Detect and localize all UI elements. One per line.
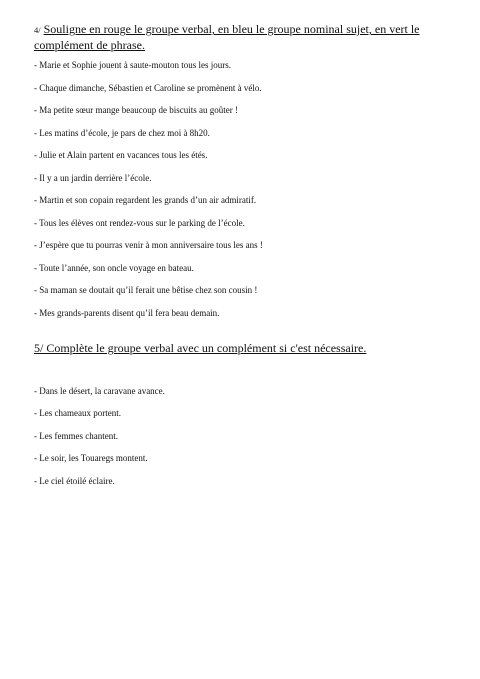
ex5-sentence-3: - Les femmes chantent. xyxy=(34,431,118,441)
exercise-4-instruction: Souligne en rouge le groupe verbal, en bleu le groupe nominal sujet, en vert le complément de phrase. xyxy=(34,22,420,52)
ex4-sentence-6: - Il y a un jardin derrière l’école. xyxy=(34,173,152,183)
exercise-5-heading xyxy=(34,341,454,356)
ex5-sentence-5: - Le ciel étoilé éclaire. xyxy=(34,476,115,486)
ex4-sentence-9: - J’espère que tu pourras venir à mon anniversaire tous les ans ! xyxy=(34,240,263,250)
ex4-sentence-7: - Martin et son copain regardent les grands d’un air admiratif. xyxy=(34,195,257,205)
exercise-4-heading xyxy=(34,22,454,53)
ex4-sentence-3: - Ma petite sœur mange beaucoup de biscuits au goûter ! xyxy=(34,105,238,115)
ex4-sentence-5: - Julie et Alain partent en vacances tous les étés. xyxy=(34,150,208,160)
ex5-sentence-2: - Les chameaux portent. xyxy=(34,408,121,418)
ex4-sentence-2: - Chaque dimanche, Sébastien et Caroline se promènent à vélo. xyxy=(34,83,262,93)
ex4-sentence-8: - Tous les élèves ont rendez-vous sur le parking de l’école. xyxy=(34,218,245,228)
ex4-sentence-4: - Les matins d’école, je pars de chez moi à 8h20. xyxy=(34,128,210,138)
ex4-sentence-1: - Marie et Sophie jouent à saute-mouton tous les jours. xyxy=(34,60,231,70)
ex5-sentence-1: - Dans le désert, la caravane avance. xyxy=(34,386,165,396)
exercise-5-title: 5/ Complète le groupe verbal avec un complément si c'est nécessaire. xyxy=(34,341,367,355)
exercise-4-number: 4/ xyxy=(34,25,41,35)
ex5-sentence-4: - Le soir, les Touaregs montent. xyxy=(34,453,148,463)
ex4-sentence-10: - Toute l’année, son oncle voyage en bateau. xyxy=(34,263,194,273)
ex4-sentence-12: - Mes grands-parents disent qu’il fera beau demain. xyxy=(34,308,220,318)
ex4-sentence-11: - Sa maman se doutait qu’il ferait une bêtise chez son cousin ! xyxy=(34,285,258,295)
